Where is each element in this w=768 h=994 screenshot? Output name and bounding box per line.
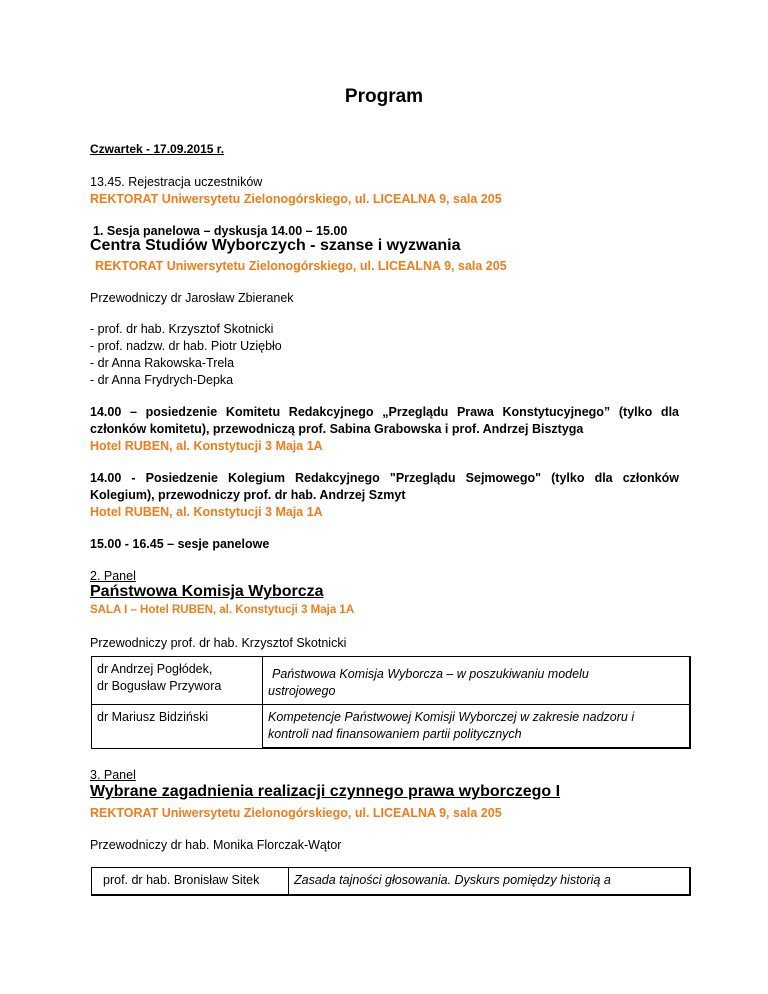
session1-heading: Centra Studiów Wyborczych - szanse i wyzwania (90, 237, 461, 254)
topic-line: Państwowa Komisja Wyborcza – w poszukiwaniu modelu (272, 667, 589, 681)
panel3-heading: Wybrane zagadnienia realizacji czynnego prawa wyborczego I (90, 783, 561, 800)
table-row (92, 705, 691, 749)
panel2-chair: Przewodniczy prof. dr hab. Krzysztof Skotnicki (90, 636, 347, 650)
topic-cell (289, 868, 691, 895)
panel3-label: 3. Panel (90, 768, 136, 782)
session1-subtitle: 1. Sesja panelowa – dyskusja 14.00 – 15.00 (93, 224, 348, 238)
table-row (92, 868, 691, 895)
panel2-table (91, 656, 691, 749)
participant-item: - dr Anna Frydrych-Depka (90, 373, 234, 387)
speaker-name: dr Andrzej Pogłódek, (97, 662, 213, 676)
participant-item: - prof. nadzw. dr hab. Piotr Uziębło (90, 339, 282, 353)
speaker-cell (92, 868, 289, 895)
registration-location: REKTORAT Uniwersytetu Zielonogórskiego, ul. LICEALNA 9, sala 205 (90, 192, 502, 206)
session1-chair: Przewodniczy dr Jarosław Zbieranek (90, 291, 294, 305)
panel3-table (91, 867, 691, 896)
speaker-cell (92, 657, 263, 705)
meeting2-location: Hotel RUBEN, al. Konstytucji 3 Maja 1A (90, 505, 323, 519)
topic-cell (263, 705, 691, 749)
panels-time: 15.00 - 16.45 – sesje panelowe (90, 537, 270, 551)
meeting1-line1: 14.00 – posiedzenie Komitetu Redakcyjnego „Przeglądu Prawa Konstytucyjnego” (tylko dla (90, 405, 679, 419)
registration-text: 13.45. Rejestracja uczestników (90, 175, 263, 189)
panel2-location: SALA I – Hotel RUBEN, al. Konstytucji 3 Maja 1A (90, 604, 355, 616)
day-header: Czwartek - 17.09.2015 r. (90, 142, 225, 156)
speaker-cell (92, 705, 263, 749)
topic-line: Zasada tajności głosowania. Dyskurs pomiędzy historią a (294, 873, 611, 887)
panel2-label: 2. Panel (90, 569, 136, 583)
panel2-heading: Państwowa Komisja Wyborcza (90, 583, 324, 600)
panel3-chair: Przewodniczy dr hab. Monika Florczak-Wątor (90, 838, 342, 852)
speaker-name: prof. dr hab. Bronisław Sitek (103, 873, 260, 887)
topic-line: Kompetencje Państwowej Komisji Wyborczej w zakresie nadzoru i (268, 710, 635, 724)
participant-item: - prof. dr hab. Krzysztof Skotnicki (90, 322, 274, 336)
topic-line: kontroli nad finansowaniem partii politycznych (268, 727, 522, 741)
page-title: Program (344, 86, 424, 107)
panel3-location: REKTORAT Uniwersytetu Zielonogórskiego, ul. LICEALNA 9, sala 205 (90, 806, 502, 820)
speaker-name: dr Bogusław Przywora (97, 679, 222, 693)
session1-location: REKTORAT Uniwersytetu Zielonogórskiego, ul. LICEALNA 9, sala 205 (95, 259, 507, 273)
meeting1-line2: członków komitetu), przewodniczą prof. Sabina Grabowska i prof. Andrzej Bisztyga (90, 422, 584, 436)
table-row (92, 657, 691, 705)
topic-line: ustrojowego (268, 684, 336, 698)
meeting2-line1: 14.00 - Posiedzenie Kolegium Redakcyjnego "Przeglądu Sejmowego" (tylko dla członków (90, 471, 679, 485)
speaker-name: dr Mariusz Bidziński (97, 710, 209, 724)
meeting1-location: Hotel RUBEN, al. Konstytucji 3 Maja 1A (90, 439, 323, 453)
participant-item: - dr Anna Rakowska-Trela (90, 356, 235, 370)
topic-cell (263, 657, 691, 705)
meeting2-line2: Kolegium), przewodniczy prof. dr hab. Andrzej Szmyt (90, 488, 406, 502)
